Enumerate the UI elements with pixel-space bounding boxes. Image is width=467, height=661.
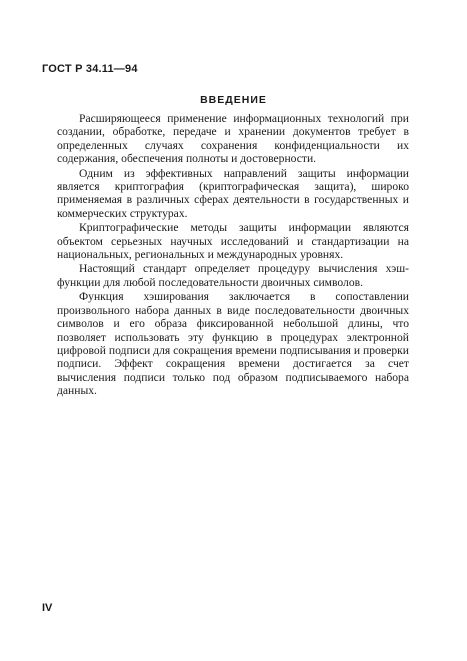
paragraph-3: Криптографические методы защиты информации являются объектом серьезных научных исследований и стандартизации на национальных, региональных и международных уровнях. bbox=[57, 221, 409, 262]
section-title: ВВЕДЕНИЕ bbox=[200, 94, 267, 106]
paragraph-4: Настоящий стандарт определяет процедуру вычисления хэш-функции для любой последовательности двоичных символов. bbox=[57, 262, 409, 289]
page-number: IV bbox=[42, 602, 53, 614]
paragraph-2: Одним из эффективных направлений защиты информации является криптография (криптографическая защита), широко применяемая в различных сферах деятельности в государственных и коммерческих структурах. bbox=[57, 166, 409, 220]
standard-code-header: ГОСТ Р 34.11—94 bbox=[42, 63, 138, 75]
body-text bbox=[57, 112, 409, 398]
paragraph-5: Функция хэширования заключается в сопоставлении произвольного набора данных в виде последовательности двоичных символов и его образа фиксированной небольшой длины, что позволяет использовать эту функцию в процедурах электронной цифровой подписи для сокращения времени подписывания и проверки подписи. Эффект сокращения времени достигается за счет вычисления подписи только под образом подписываемого набора данных. bbox=[57, 290, 409, 398]
paragraph-1: Расширяющееся применение информационных технологий при создании, обработке, передаче и хранении документов требует в определенных случаях сохранения конфиденциальности их содержания, обеспечения полноты и достоверности. bbox=[57, 112, 409, 166]
